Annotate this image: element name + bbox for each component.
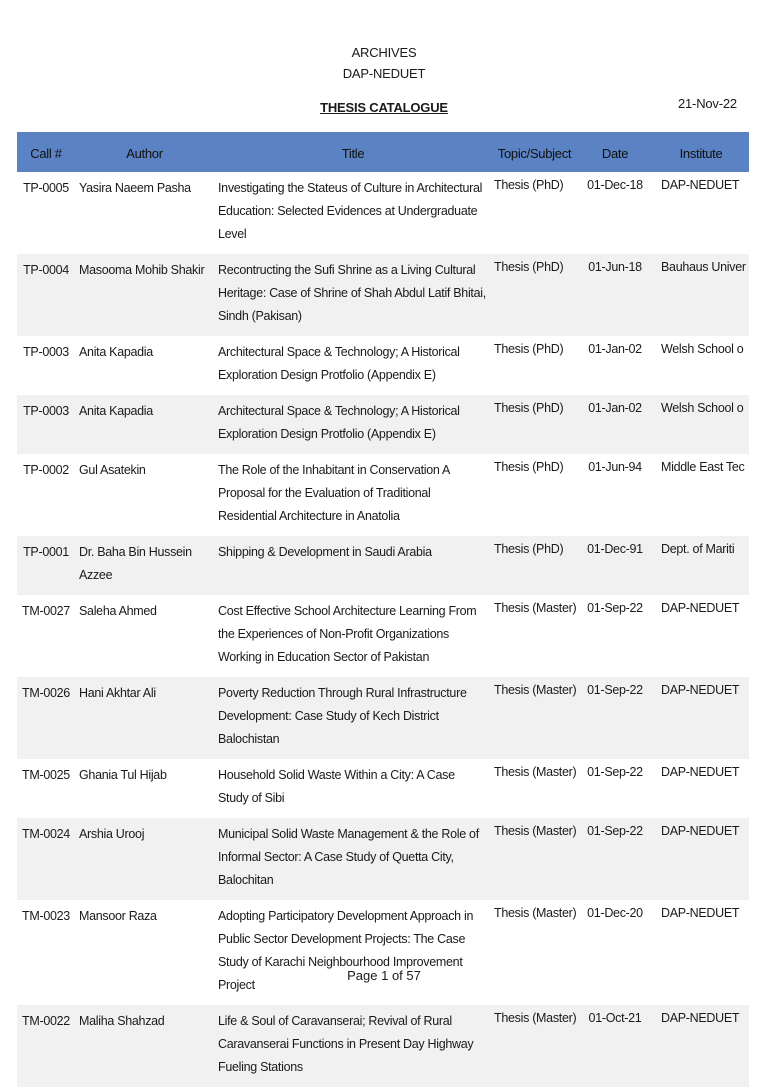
topic-subject: Thesis (PhD) <box>494 260 564 274</box>
table-row <box>17 454 749 536</box>
column-header-title[interactable]: Title <box>341 146 365 161</box>
thesis-title: Poverty Reduction Through Rural Infrastructure Development: Case Study of Kech District Balochistan <box>218 686 467 746</box>
table-row <box>17 818 749 900</box>
institute-name: Welsh School o <box>661 401 744 415</box>
thesis-date: 01-Dec-20 <box>587 906 643 920</box>
call-number: TM-0026 <box>22 686 70 700</box>
table-header-row <box>17 132 749 172</box>
institute-name: Welsh School o <box>661 342 744 356</box>
topic-subject: Thesis (Master) <box>494 906 577 920</box>
call-number: TP-0001 <box>23 545 69 559</box>
author-name: Ghania Tul Hijab <box>79 768 167 782</box>
thesis-date: 01-Jun-94 <box>588 460 642 474</box>
topic-subject: Thesis (PhD) <box>494 342 564 356</box>
table-row <box>17 900 749 1005</box>
column-header-call[interactable]: Call # <box>30 146 62 161</box>
topic-subject: Thesis (Master) <box>494 824 577 838</box>
table-row <box>17 595 749 677</box>
catalogue-title: THESIS CATALOGUE <box>320 100 448 115</box>
author-name: Anita Kapadia <box>79 345 153 359</box>
table-row <box>17 677 749 759</box>
thesis-date: 01-Oct-21 <box>588 1011 642 1025</box>
call-number: TM-0024 <box>22 827 70 841</box>
topic-subject: Thesis (Master) <box>494 601 577 615</box>
thesis-title: Municipal Solid Waste Management & the Role of Informal Sector: A Case Study of Quetta City, Balochitan <box>218 827 479 887</box>
call-number: TM-0027 <box>22 604 70 618</box>
department-label: DAP-NEDUET <box>342 66 426 81</box>
thesis-title: Shipping & Development in Saudi Arabia <box>218 545 432 559</box>
table-row <box>17 536 749 595</box>
thesis-date: 01-Jan-02 <box>588 401 642 415</box>
thesis-date: 01-Sep-22 <box>587 601 643 615</box>
author-name: Saleha Ahmed <box>79 604 157 618</box>
thesis-title: Household Solid Waste Within a City: A Case Study of Sibi <box>218 768 455 805</box>
institute-name: DAP-NEDUET <box>661 178 740 192</box>
column-header-date[interactable]: Date <box>601 146 629 161</box>
author-name: Masooma Mohib Shakir <box>79 263 205 277</box>
topic-subject: Thesis (Master) <box>494 683 577 697</box>
institute-name: DAP-NEDUET <box>661 601 740 615</box>
author-name: Maliha Shahzad <box>79 1014 165 1028</box>
thesis-title: Architectural Space & Technology; A Historical Exploration Design Protfolio (Appendix E) <box>218 345 460 382</box>
thesis-date: 01-Dec-18 <box>587 178 643 192</box>
table-row <box>17 254 749 336</box>
call-number: TM-0025 <box>22 768 70 782</box>
thesis-date: 01-Sep-22 <box>587 824 643 838</box>
report-date: 21-Nov-22 <box>678 96 737 111</box>
author-name: Anita Kapadia <box>79 404 153 418</box>
author-name: Gul Asatekin <box>79 463 146 477</box>
thesis-title: The Role of the Inhabitant in Conservation A Proposal for the Evaluation of Traditional Residential Architecture in Anatolia <box>218 463 450 523</box>
column-header-topic[interactable]: Topic/Subject <box>497 146 572 161</box>
institute-name: DAP-NEDUET <box>661 765 740 779</box>
author-name: Arshia Urooj <box>79 827 145 841</box>
author-name: Yasira Naeem Pasha <box>79 181 191 195</box>
call-number: TP-0003 <box>23 404 69 418</box>
call-number: TP-0005 <box>23 181 69 195</box>
thesis-date: 01-Sep-22 <box>587 683 643 697</box>
thesis-title: Investigating the Stateus of Culture in Architectural Education: Selected Evidences at Undergraduate Level <box>218 181 483 241</box>
thesis-title: Architectural Space & Technology; A Historical Exploration Design Protfolio (Appendix E) <box>218 404 460 441</box>
call-number: TM-0022 <box>22 1014 70 1028</box>
call-number: TP-0003 <box>23 345 69 359</box>
call-number: TP-0004 <box>23 263 69 277</box>
topic-subject: Thesis (Master) <box>494 1011 577 1025</box>
page-number: Page 1 of 57 <box>347 968 421 983</box>
topic-subject: Thesis (PhD) <box>494 542 564 556</box>
thesis-date: 01-Sep-22 <box>587 765 643 779</box>
thesis-title: Recontructing the Sufi Shrine as a Living Cultural Heritage: Case of Shrine of Shah Abdul Latif Bhitai, Sindh (Pakisan) <box>218 263 486 323</box>
institute-name: Dept. of Mariti <box>661 542 735 556</box>
table-row <box>17 395 749 454</box>
institute-name: DAP-NEDUET <box>661 906 740 920</box>
institute-name: DAP-NEDUET <box>661 824 740 838</box>
thesis-date: 01-Jun-18 <box>588 260 642 274</box>
thesis-date: 01-Jan-02 <box>588 342 642 356</box>
thesis-title: Life & Soul of Caravanserai; Revival of Rural Caravanserai Functions in Present Day Highway Fueling Stations <box>218 1014 474 1074</box>
call-number: TM-0023 <box>22 909 70 923</box>
column-header-author[interactable]: Author <box>126 146 163 161</box>
column-header-institute[interactable]: Institute <box>679 146 723 161</box>
table-row <box>17 172 749 254</box>
archives-label: ARCHIVES <box>351 45 417 60</box>
institute-name: Middle East Tec <box>661 460 745 474</box>
table-row <box>17 1005 749 1087</box>
institute-name: Bauhaus Univer <box>661 260 746 274</box>
call-number: TP-0002 <box>23 463 69 477</box>
author-name: Dr. Baha Bin Hussein Azzee <box>79 545 192 582</box>
topic-subject: Thesis (PhD) <box>494 401 564 415</box>
institute-name: DAP-NEDUET <box>661 1011 740 1025</box>
table-row <box>17 336 749 395</box>
thesis-table <box>17 132 749 1087</box>
topic-subject: Thesis (Master) <box>494 765 577 779</box>
topic-subject: Thesis (PhD) <box>494 178 564 192</box>
thesis-date: 01-Dec-91 <box>587 542 643 556</box>
table-row <box>17 759 749 818</box>
topic-subject: Thesis (PhD) <box>494 460 564 474</box>
author-name: Mansoor Raza <box>79 909 157 923</box>
institute-name: DAP-NEDUET <box>661 683 740 697</box>
thesis-title: Adopting Participatory Development Approach in Public Sector Development Projects: The Case Study of Karachi Neighbourhood Improvement Project <box>218 909 474 992</box>
author-name: Hani Akhtar Ali <box>79 686 156 700</box>
thesis-title: Cost Effective School Architecture Learning From the Experiences of Non-Profit Organizations Working in Education Sector of Pakistan <box>218 604 477 664</box>
